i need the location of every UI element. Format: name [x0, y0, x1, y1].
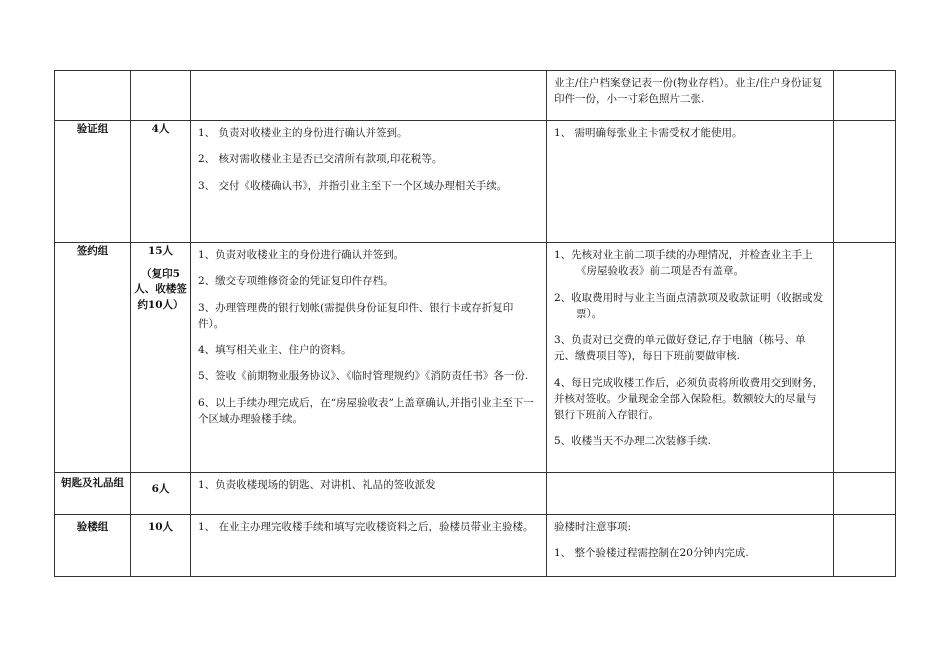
group-cell: 验楼组 [55, 515, 131, 577]
table-row [55, 121, 896, 243]
count-cell [131, 71, 191, 121]
count-cell: 4人 [131, 121, 191, 243]
duty-item: 1、 在业主办理完收楼手续和填写完收楼资料之后，验楼员带业主验楼。 [198, 521, 534, 533]
table-row [55, 243, 896, 473]
note-item: 4、每日完成收楼工作后，必须负责将所收费用交到财务，并核对签收。少量现金全部入保险柜。数额较大的尽量与银行下班前入存银行。 [554, 376, 824, 422]
remarks-cell [834, 243, 896, 473]
duties-cell [191, 121, 547, 243]
notes-cell [547, 243, 834, 473]
duty-item: 4、填写相关业主、住户的资料。 [198, 344, 352, 357]
note-item: 1、先核对业主前二项手续的办理情况，并检查业主手上《房屋验收表》前二项是否有盖章。 [554, 249, 813, 278]
duties-cell [191, 71, 547, 121]
duty-item: 1、负责收楼现场的钥匙、对讲机、礼品的签收派发 [198, 479, 436, 491]
group-cell: 签约组 [55, 243, 131, 473]
count-note: （复印5人、收楼签约10人） [134, 268, 187, 311]
remarks-cell [834, 515, 896, 577]
count-value: 15人 [147, 245, 174, 257]
remarks-cell [834, 473, 896, 515]
count-cell [131, 243, 191, 473]
count-cell: 10人 [131, 515, 191, 577]
group-cell: 钥匙及礼品组 [55, 473, 131, 515]
notes-cell [547, 71, 834, 121]
duty-item: 1、负责对收楼业主的身份进行确认并签到。 [198, 249, 405, 261]
note-item: 验楼时注意事项: [554, 521, 632, 533]
notes-cell [547, 121, 834, 243]
duty-item: 1、 负责对收楼业主的身份进行确认并签到。 [198, 127, 408, 139]
table-row [55, 515, 896, 577]
note-item: 5、收楼当天不办理二次装修手续. [554, 435, 712, 448]
note-item: 3、负责对已交费的单元做好登记,存于电脑（栋号、单元、缴费项目等)，每日下班前要做审核. [554, 334, 806, 363]
duties-cell [191, 243, 547, 473]
table-row [55, 71, 896, 121]
remarks-cell [834, 71, 896, 121]
duty-item: 6、以上手续办理完成后，在“房屋验收表”上盖章确认,并指引业主至下一个区域办理验楼手续。 [198, 396, 534, 425]
count-cell: 6人 [131, 473, 191, 515]
duty-item: 2、 核对需收楼业主是否已交清所有款项,印花税等。 [198, 153, 443, 166]
duty-item: 3、 交付《收楼确认书》，并指引业主至下一个区域办理相关手续。 [198, 179, 508, 192]
duty-item: 3、办理管理费的银行划帐(需提供身份证复印件、银行卡或存折复印件）。 [198, 301, 514, 330]
table-row [55, 473, 896, 515]
duty-item: 5、签收《前期物业服务协议》、《临时管理规约》《消防责任书》各一份. [198, 370, 529, 383]
notes-cell [547, 473, 834, 515]
duty-item: 2、缴交专项维修资金的凭证复印件存档。 [198, 275, 394, 288]
group-cell [55, 71, 131, 121]
note-item: 1、 整个验楼过程需控制在20分钟内完成. [554, 547, 749, 560]
notes-cell [547, 515, 834, 577]
duties-cell [191, 515, 547, 577]
task-table [54, 70, 896, 577]
duties-cell [191, 473, 547, 515]
note-item: 2、收取费用时与业主当面点清款项及收款证明（收据或发票）。 [554, 291, 824, 320]
note-item: 1、 需明确每张业主卡需受权才能使用。 [554, 127, 743, 139]
note-text: 业主/住户档案登记表一份(物业存档）。业主/住户身份证复印件一份，小一寸彩色照片二张. [554, 77, 823, 106]
remarks-cell [834, 121, 896, 243]
group-cell: 验证组 [55, 121, 131, 243]
